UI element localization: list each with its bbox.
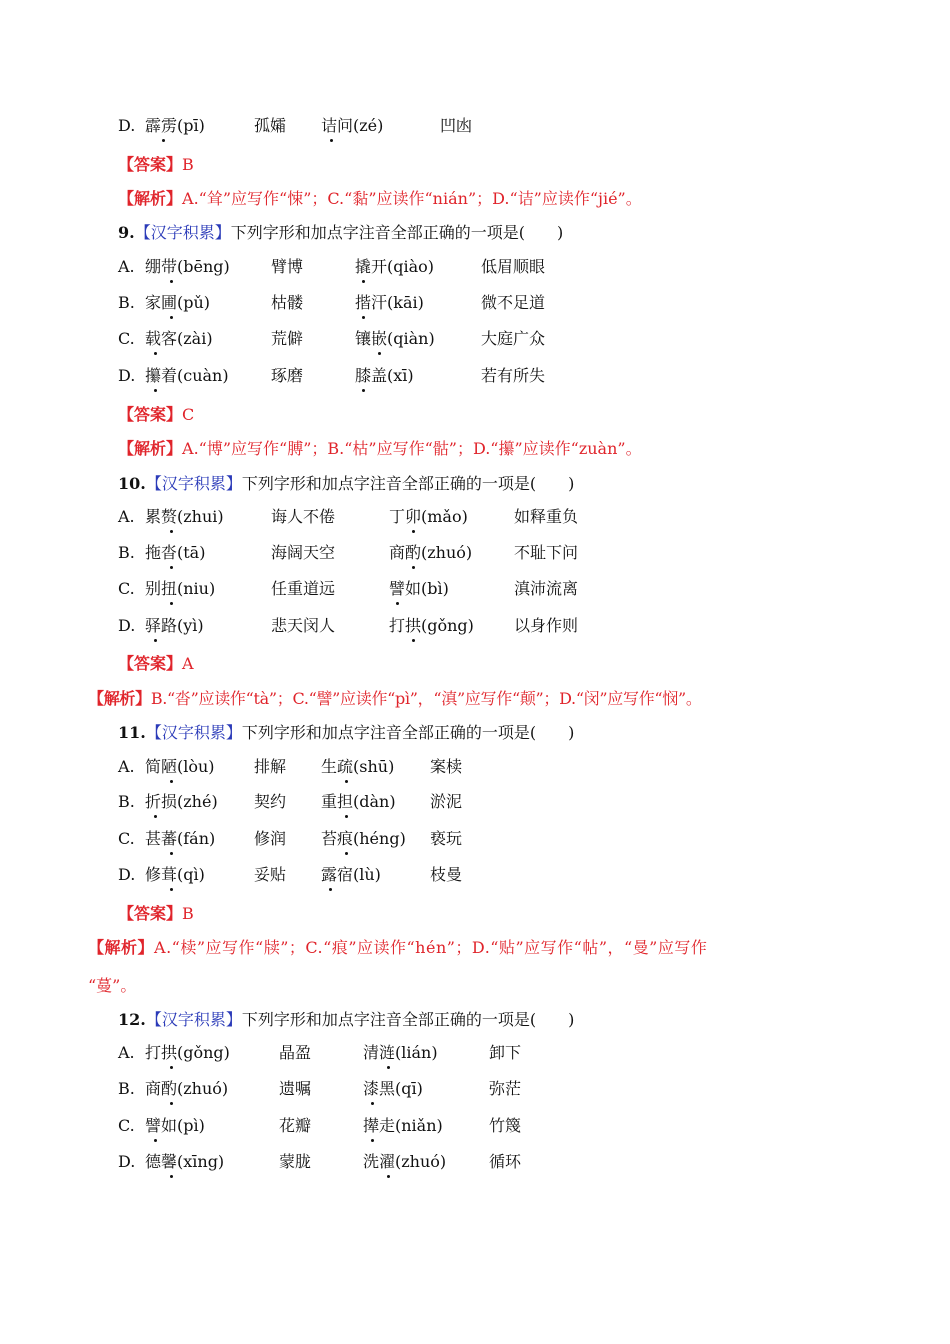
option-cell: 修润 [254,829,287,848]
option-cell: 不耻下问 [514,543,579,562]
question-number: 11. [118,723,146,742]
answer-value: B [182,904,194,923]
option-letter: B. [118,1079,135,1098]
option-cell: 大庭广众 [481,329,546,348]
emphasis-dot [362,280,365,283]
option-letter: A. [118,507,135,526]
question-stem: 下列字形和加点字注音全部正确的一项是( ) [241,1010,575,1029]
option-cell: 亵玩 [430,829,463,848]
option-letter: A. [118,257,135,276]
option-cell: 微不足道 [481,293,546,312]
emphasis-dot [170,316,173,319]
emphasis-dot [345,780,348,783]
emphasis-dot [170,1175,173,1178]
option-cell: 竹篾 [489,1116,522,1135]
option-cell: 若有所失 [481,366,546,385]
option-cell: 荒僻 [271,329,304,348]
emphasis-dot [378,352,381,355]
emphasis-dot [154,815,157,818]
option-letter: B. [118,543,135,562]
option-cell: 拖沓(tā) [145,543,206,562]
option-cell: 悲天闵人 [271,616,336,635]
option-cell: 琢磨 [271,366,304,385]
emphasis-dot [412,639,415,642]
option-cell: 霹雳(pī) [145,116,205,135]
option-cell: 枝曼 [430,865,463,884]
option-cell: 别扭(niu) [145,579,216,598]
analysis-label: 【解析】 [88,938,155,957]
option-cell: 低眉顺眼 [481,257,546,276]
option-cell: 折损(zhé) [145,792,218,811]
q10-analysis [88,688,702,710]
analysis-text: A.“耸”应写作“悚”；C.“黏”应读作“nián”；D.“诘”应读作“jié”。 [182,189,642,208]
emphasis-dot [170,566,173,569]
option-letter: D. [118,366,136,385]
emphasis-dot [371,1139,374,1142]
question-number: 12. [118,1010,146,1029]
option-cell: 丁卯(mǎo) [389,507,468,526]
option-cell: 排解 [254,757,287,776]
option-letter: D. [118,116,136,135]
question-stem: 下列字形和加点字注音全部正确的一项是( ) [230,223,564,242]
analysis-text: B.“沓”应读作“tà”；C.“譬”应读作“pì”，“滇”应写作“颠”；D.“闵”应写作“悯”。 [150,689,702,708]
emphasis-dot [170,888,173,891]
emphasis-dot [345,852,348,855]
option-cell: 攥着(cuàn) [145,366,229,385]
option-letter: C. [118,579,135,598]
emphasis-dot [387,1066,390,1069]
option-cell: 诲人不倦 [271,507,336,526]
q11-analysis-line1 [88,937,707,959]
emphasis-dot [154,389,157,392]
emphasis-dot [170,602,173,605]
answer-value: A [182,654,194,673]
emphasis-dot [330,139,333,142]
option-cell: 苔痕(héng) [321,829,406,848]
option-cell: 案椟 [430,757,463,776]
question-number: 9. [118,223,135,242]
option-cell: 生疏(shū) [321,757,395,776]
emphasis-dot [387,1175,390,1178]
option-cell: 打拱(gǒng) [389,616,474,635]
option-letter: D. [118,865,136,884]
emphasis-dot [154,1139,157,1142]
emphasis-dot [170,530,173,533]
option-letter: A. [118,757,135,776]
option-letter: C. [118,829,135,848]
emphasis-dot [412,530,415,533]
answer-label: 【答案】 [118,155,183,174]
option-cell: 譬如(pì) [145,1116,205,1135]
answer-value: B [182,155,194,174]
option-cell: 淤泥 [430,792,463,811]
answer-label: 【答案】 [118,904,183,923]
answer-label: 【答案】 [118,405,183,424]
option-letter: C. [118,329,135,348]
option-letter: D. [118,1152,136,1171]
q12-stem [118,1009,574,1031]
analysis-label: 【解析】 [118,439,183,458]
q10-stem [118,473,574,495]
option-cell: 凹凼 [440,116,473,135]
option-cell: 膝盖(xī) [355,366,414,385]
option-cell: 卸下 [489,1043,522,1062]
analysis-text: A.“博”应写作“膊”；B.“枯”应写作“骷”；D.“攥”应读作“zuàn”。 [182,439,642,458]
option-letter: B. [118,293,135,312]
option-letter: D. [118,616,136,635]
answer-label: 【答案】 [118,654,183,673]
option-cell: 镶嵌(qiàn) [355,329,435,348]
option-cell: 契约 [254,792,287,811]
emphasis-dot [345,815,348,818]
option-cell: 任重道远 [271,579,336,598]
option-cell: 露宿(lù) [321,865,381,884]
analysis-text: A.“椟”应写作“牍”；C.“痕”应读作“hén”；D.“贴”应写作“帖”，“曼”应写作 [154,938,708,957]
option-cell: 商酌(zhuó) [389,543,473,562]
option-cell: 循环 [489,1152,522,1171]
question-number: 10. [118,474,146,493]
analysis-text: “蔓”。 [88,976,137,995]
option-cell: 商酌(zhuó) [145,1079,229,1098]
option-cell: 累赘(zhui) [145,507,224,526]
option-letter: A. [118,1043,135,1062]
option-cell: 臂博 [271,257,304,276]
q11-stem [118,722,574,744]
option-cell: 修葺(qì) [145,865,205,884]
option-letter: B. [118,792,135,811]
option-cell: 载客(zài) [145,329,213,348]
option-cell: 家圃(pǔ) [145,293,211,312]
question-tag: 【汉字积累】 [145,474,242,493]
emphasis-dot [170,1102,173,1105]
option-cell: 撵走(niǎn) [363,1116,443,1135]
option-cell: 诘问(zé) [321,116,384,135]
option-cell: 德馨(xīng) [145,1152,225,1171]
option-cell: 绷带(bēng) [145,257,230,276]
option-cell: 重担(dàn) [321,792,396,811]
option-cell: 妥贴 [254,865,287,884]
emphasis-dot [412,566,415,569]
question-stem: 下列字形和加点字注音全部正确的一项是( ) [241,474,575,493]
option-cell: 揩汗(kāi) [355,293,424,312]
option-cell: 打拱(gǒng) [145,1043,230,1062]
option-cell: 海阔天空 [271,543,336,562]
option-cell: 驿路(yì) [145,616,204,635]
q9-analysis [118,438,642,460]
question-tag: 【汉字积累】 [134,223,231,242]
emphasis-dot [170,1066,173,1069]
option-cell: 如释重负 [514,507,579,526]
q11-analysis-line2 [88,975,136,997]
emphasis-dot [162,139,165,142]
emphasis-dot [362,389,365,392]
option-cell: 以身作则 [514,616,579,635]
emphasis-dot [154,639,157,642]
option-cell: 清涟(lián) [363,1043,438,1062]
option-cell: 撬开(qiào) [355,257,435,276]
answer-value: C [182,405,195,424]
q8-answer [118,154,194,176]
option-cell: 洗濯(zhuó) [363,1152,447,1171]
option-cell: 晶盈 [279,1043,312,1062]
q11-answer [118,903,194,925]
emphasis-dot [154,352,157,355]
option-cell: 弥茫 [489,1079,522,1098]
option-cell: 蒙胧 [279,1152,312,1171]
emphasis-dot [170,780,173,783]
option-cell: 漆黑(qī) [363,1079,423,1098]
option-cell: 枯髅 [271,293,304,312]
q9-answer [118,404,194,426]
option-cell: 滇沛流离 [514,579,579,598]
question-stem: 下列字形和加点字注音全部正确的一项是( ) [241,723,575,742]
emphasis-dot [396,602,399,605]
option-cell: 花瓣 [279,1116,312,1135]
emphasis-dot [170,852,173,855]
q8-analysis [118,188,642,210]
option-cell: 简陋(lòu) [145,757,215,776]
emphasis-dot [362,316,365,319]
option-cell: 譬如(bì) [389,579,449,598]
analysis-label: 【解析】 [118,189,183,208]
option-letter: C. [118,1116,135,1135]
q9-stem [118,222,563,244]
option-cell: 遗嘱 [279,1079,312,1098]
emphasis-dot [371,1102,374,1105]
emphasis-dot [170,280,173,283]
option-cell: 孤孀 [254,116,287,135]
emphasis-dot [329,888,332,891]
q10-answer [118,653,194,675]
option-cell: 甚蕃(fán) [145,829,216,848]
question-tag: 【汉字积累】 [145,723,242,742]
analysis-label: 【解析】 [88,689,151,708]
question-tag: 【汉字积累】 [145,1010,242,1029]
